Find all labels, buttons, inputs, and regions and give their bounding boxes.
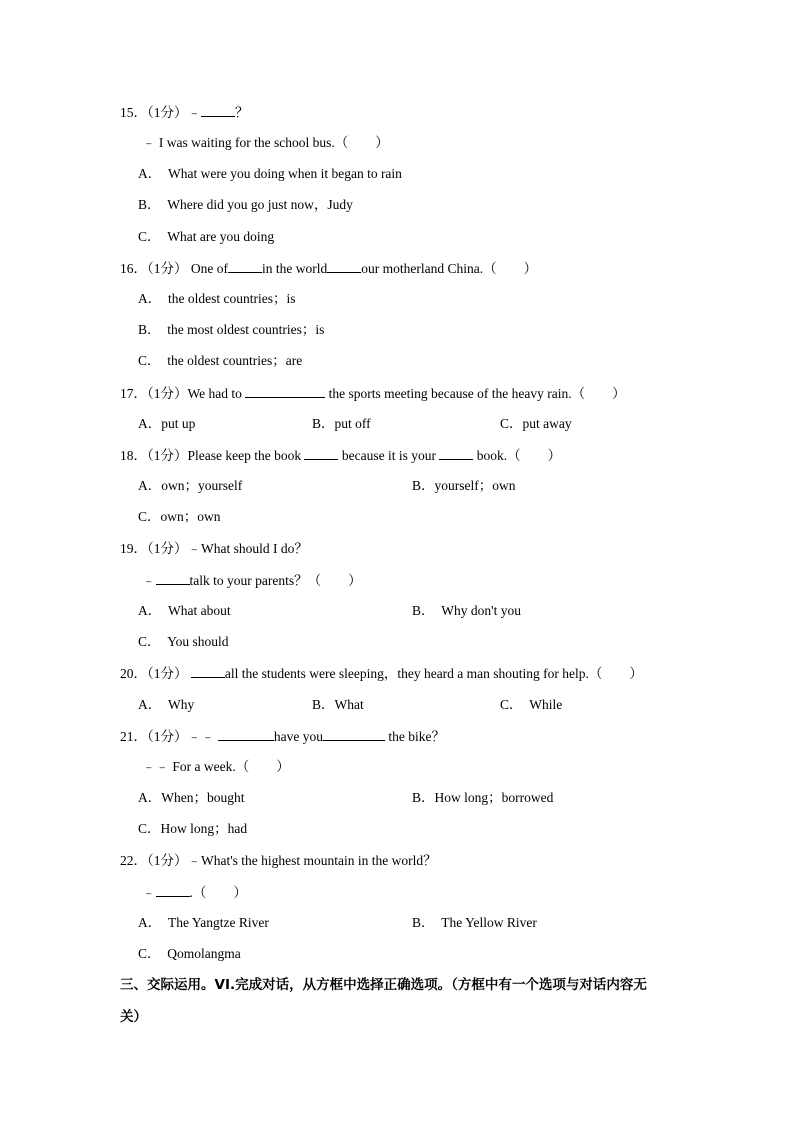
answer-blank[interactable] — [156, 571, 190, 585]
option-c[interactable]: C． Qomolangma — [138, 946, 241, 961]
answer-blank[interactable] — [201, 103, 235, 117]
answer-blank[interactable] — [327, 259, 361, 273]
option-a[interactable]: A． The Yangtze River — [138, 915, 269, 930]
option-a[interactable]: A． What were you doing when it began to rain — [138, 166, 402, 181]
option-b[interactable]: B．How long；borrowed — [412, 790, 554, 805]
answer-blank[interactable] — [439, 446, 473, 460]
section-heading: 三、交际运用。VI.完成对话，从方框中选择正确选项。（方框中有一个选项与对话内容无 — [120, 977, 647, 993]
answer-blank[interactable] — [323, 727, 385, 741]
option-b[interactable]: B． The Yellow River — [412, 915, 537, 930]
option-c[interactable]: C． the oldest countries；are — [138, 353, 303, 368]
option-b[interactable]: B．yourself；own — [412, 478, 516, 493]
option-c[interactable]: C． What are you doing — [138, 229, 275, 244]
question-19-dialog: ﹣ talk to your parents？（ ） — [142, 573, 362, 588]
question-22-stem: 22．（1分）﹣What's the highest mountain in the world？ — [120, 853, 437, 868]
question-15-dialog: ﹣ I was waiting for the school bus.（ ） — [142, 135, 389, 150]
option-c[interactable]: C．put away — [500, 416, 572, 431]
answer-blank[interactable] — [191, 664, 225, 678]
option-b[interactable]: B． Where did you go just now，Judy — [138, 197, 353, 212]
answer-blank[interactable] — [156, 883, 190, 897]
answer-blank[interactable] — [304, 446, 338, 460]
question-22-dialog: ﹣ .（ ） — [142, 885, 247, 900]
option-b[interactable]: B． the most oldest countries；is — [138, 322, 325, 337]
question-20-stem: 20．（1分） all the students were sleeping，they heard a man shouting for help.（ ） — [120, 666, 643, 681]
option-a[interactable]: A．own；yourself — [138, 478, 243, 493]
question-16-stem: 16．（1分） One of in the world our motherland China.（ ） — [120, 261, 538, 276]
answer-blank[interactable] — [228, 259, 262, 273]
option-a[interactable]: A．When；bought — [138, 790, 245, 805]
option-a[interactable]: A． What about — [138, 603, 231, 618]
option-c[interactable]: C． While — [500, 697, 563, 712]
section-heading-continued: 关） — [120, 1009, 147, 1025]
answer-blank[interactable] — [218, 727, 274, 741]
question-19-stem: 19．（1分）﹣What should I do？ — [120, 541, 308, 556]
question-21-dialog: ﹣﹣ For a week.（ ） — [142, 759, 290, 774]
option-c[interactable]: C．How long；had — [138, 821, 248, 836]
option-a[interactable]: A．put up — [138, 416, 196, 431]
option-c[interactable]: C． You should — [138, 634, 229, 649]
question-15-stem: 15．（1分）﹣ ？ — [120, 105, 249, 120]
option-a[interactable]: A． the oldest countries；is — [138, 291, 296, 306]
option-c[interactable]: C．own；own — [138, 509, 221, 524]
option-b[interactable]: B．What — [312, 697, 364, 712]
question-18-stem: 18．（1分）Please keep the book because it is your book.（ ） — [120, 448, 562, 463]
question-21-stem: 21．（1分）﹣﹣ have you the bike？ — [120, 729, 445, 744]
answer-blank[interactable] — [245, 384, 325, 398]
option-b[interactable]: B．put off — [312, 416, 371, 431]
option-b[interactable]: B． Why don't you — [412, 603, 521, 618]
question-17-stem: 17．（1分）We had to the sports meeting because of the heavy rain.（ ） — [120, 386, 626, 401]
option-a[interactable]: A． Why — [138, 697, 195, 712]
